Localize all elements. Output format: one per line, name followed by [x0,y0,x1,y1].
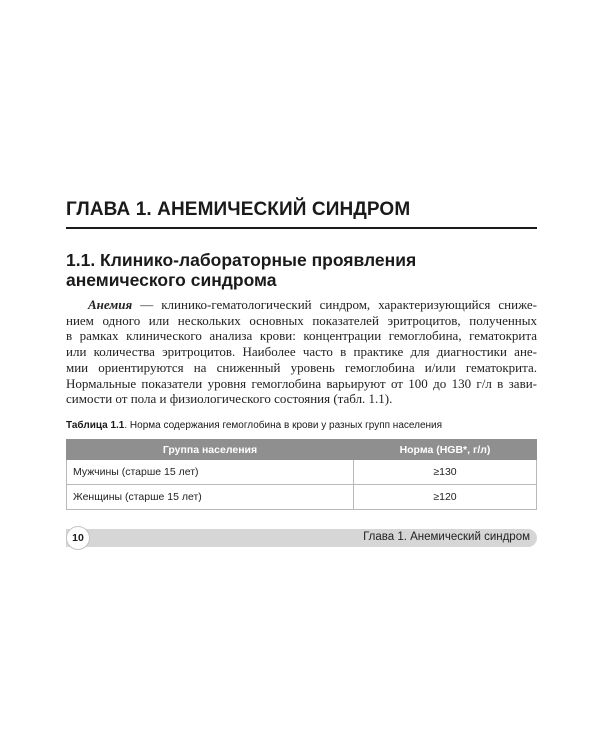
table-caption-label: Таблица 1.1 [66,420,125,431]
running-title: Глава 1. Анемический синдром [363,531,530,543]
body-paragraph [66,297,537,407]
header-population-group: Группа населения [67,440,354,460]
paragraph-line-6: Нормальные показатели уровня гемоглобина варьируют от 100 до 130 г/л в зави- [66,375,537,391]
section-title: 1.1. Клинико-лабораторные проявления анемического синдрома [66,250,417,290]
cell-norm: ≥120 [354,485,537,510]
paragraph-line-2: нием одного или нескольких основных показателей эритроцитов, полученных [66,312,537,328]
chapter-title: ГЛАВА 1. АНЕМИЧЕСКИЙ СИНДРОМ [66,199,411,220]
term-anemia: Анемия [88,297,133,312]
cell-group: Мужчины (старше 15 лет) [67,460,354,485]
header-norm: Норма (HGB*, г/л) [354,440,537,460]
chapter-divider [66,227,537,229]
paragraph-line-3: в рамках клинического анализа крови: концентрации гемоглобина, гематокрита [66,328,537,344]
cell-norm: ≥130 [354,460,537,485]
cell-group: Женщины (старше 15 лет) [67,485,354,510]
table-header-row [67,440,537,460]
paragraph-line-1 [66,297,537,313]
table-caption-text: . Норма содержания гемоглобина в крови у разных групп населения [124,420,443,431]
paragraph-line-5: мии ориентируются на сниженный уровень гемоглобина и/или гематокрита. [66,359,537,375]
table-caption [66,420,537,431]
table-row [67,485,537,510]
paragraph-line-4: или количества эритроцитов. Наиболее часто в практике для диагностики ане- [66,344,537,360]
paragraph-line-7: симости от пола и физиологического состояния (табл. 1.1). [66,391,393,407]
page-number: 10 [66,526,90,550]
paragraph-line-1-text: — клинико-гематологический синдром, характеризующийся сниже- [132,297,537,312]
hemoglobin-norm-table [66,439,537,510]
table-row [67,460,537,485]
